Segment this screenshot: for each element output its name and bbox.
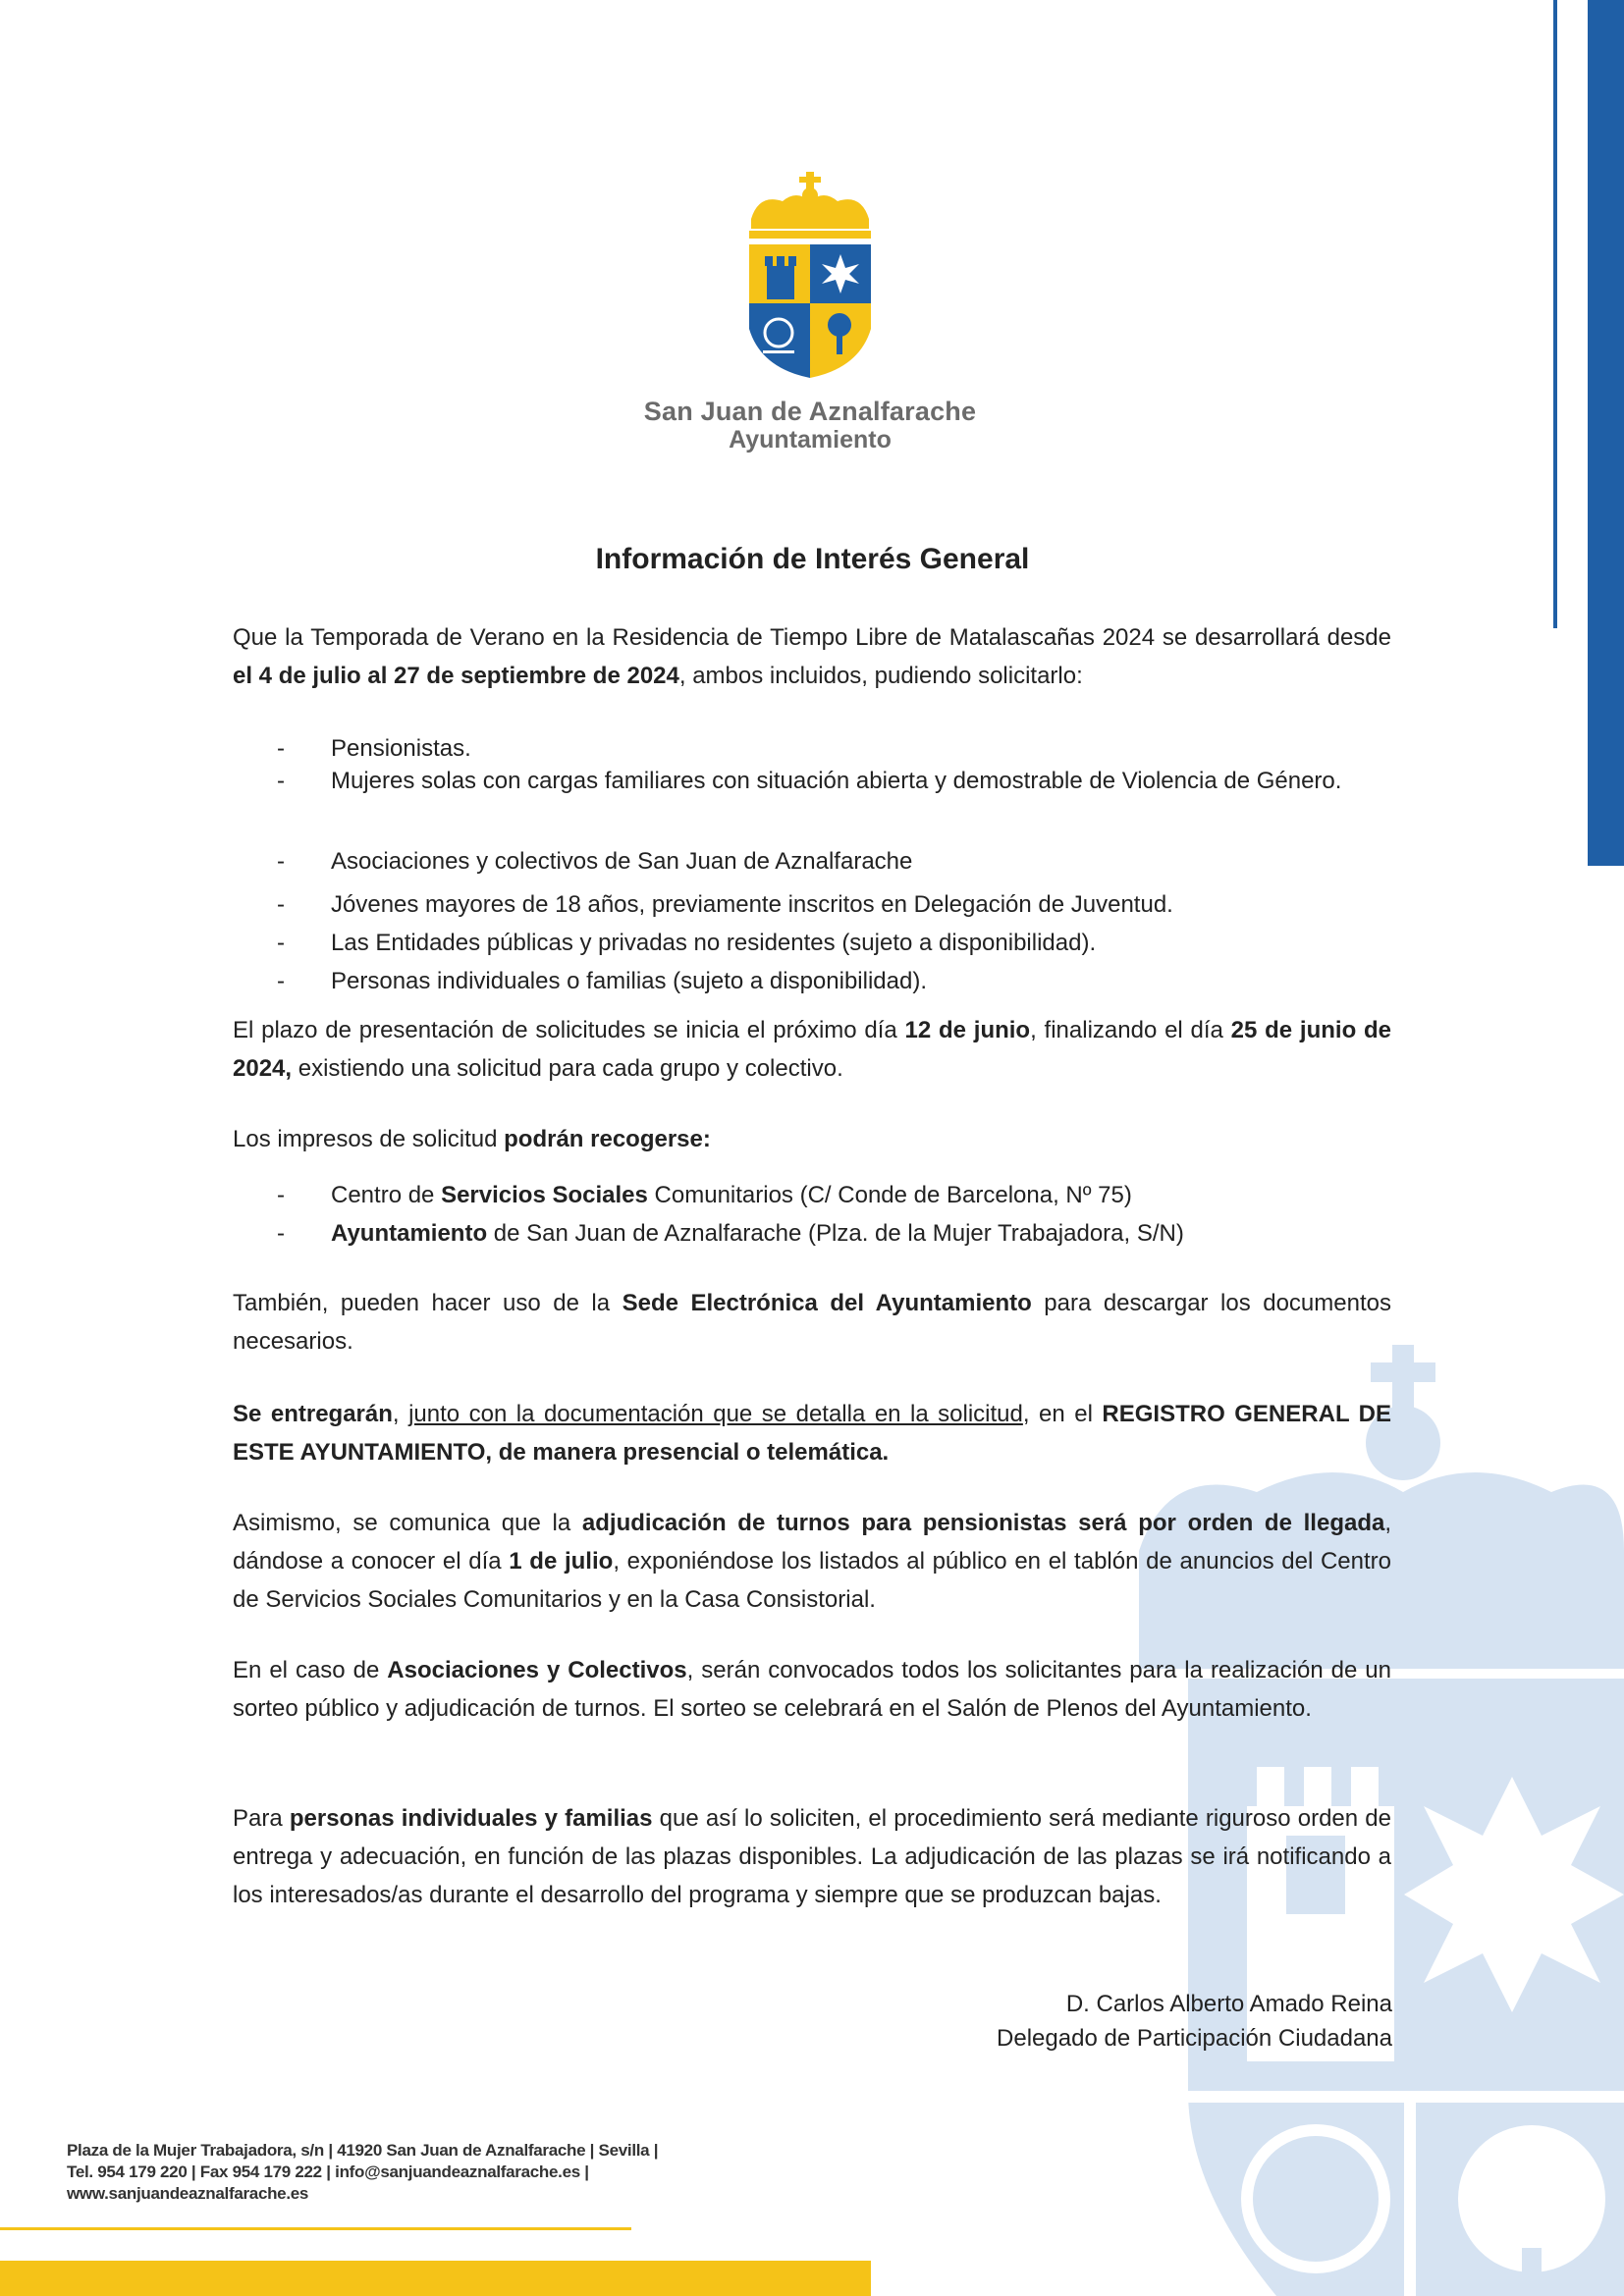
signature-role: Delegado de Participación Ciudadana [997,2025,1392,2052]
intro-paragraph: Que la Temporada de Verano en la Residencia de Tiempo Libre de Matalascañas 2024 se desarrollará desde el 4 de julio al 27 de septiembre de 2024, ambos incluidos, pudiendo solicitarlo: [233,624,1391,689]
blue-accent-bar-thick [1588,0,1624,866]
deadline-paragraph: El plazo de presentación de solicitudes se inicia el próximo día 12 de junio, finalizando el día 25 de junio de 2024, existiendo una solicitud para cada grupo y colectivo. [233,1017,1392,1082]
individuals-paragraph: Para personas individuales y familias que así lo soliciten, el procedimiento será mediante riguroso orden de entrega y adecuación, en función de las plazas disponibles. La adjudicación de las plazas se irá notificando a los interesados/as durante el desarrollo del programa y siempre que se produzcan bajas. [233,1805,1391,1908]
pickup-paragraph: Los impresos de solicitud podrán recogerse: [233,1126,711,1152]
signature-name: D. Carlos Alberto Amado Reina [1065,1991,1392,2017]
document-title: Información de Interés General [595,543,1030,575]
yellow-footer-line [0,2227,631,2230]
blue-accent-bar-thin [1553,0,1557,628]
pensioners-paragraph: Asimismo, se comunica que la adjudicación de turnos para pensionistas será por orden de llegada, dándose a conocer el día 1 de julio, exponiéndose los listados al público en el tablón de anuncios del Centro de Servicios Sociales Comunitarios y en la Casa Consistorial. [233,1510,1391,1613]
ayuntamiento-logo-icon [741,172,879,378]
delivery-paragraph: Se entregarán, junto con la documentación que se detalla en la solicitud, en el REGISTRO GENERAL DE ESTE AYUNTAMIENTO, de manera presencial o telemática. [233,1401,1391,1466]
associations-paragraph: En el caso de Asociaciones y Colectivos, serán convocados todos los solicitantes para la realización de un sorteo público y adjudicación de turnos. El sorteo se celebrará en el Salón de Plenos del Ayuntamiento. [233,1657,1391,1722]
logo-name: San Juan de Aznalfarache [643,397,977,426]
footer-website[interactable]: www.sanjuandeaznalfarache.es [67,2184,309,2203]
yellow-footer-band [0,2261,871,2296]
footer-address: Plaza de la Mujer Trabajadora, s/n | 41920 San Juan de Aznalfarache | Sevilla | [67,2141,659,2160]
logo-subtitle: Ayuntamiento [729,426,892,454]
footer-contact: Tel. 954 179 220 | Fax 954 179 222 | info@sanjuandeaznalfarache.es | [67,2163,589,2181]
electronic-paragraph: También, pueden hacer uso de la Sede Electrónica del Ayuntamiento para descargar los documentos necesarios. [233,1290,1391,1355]
